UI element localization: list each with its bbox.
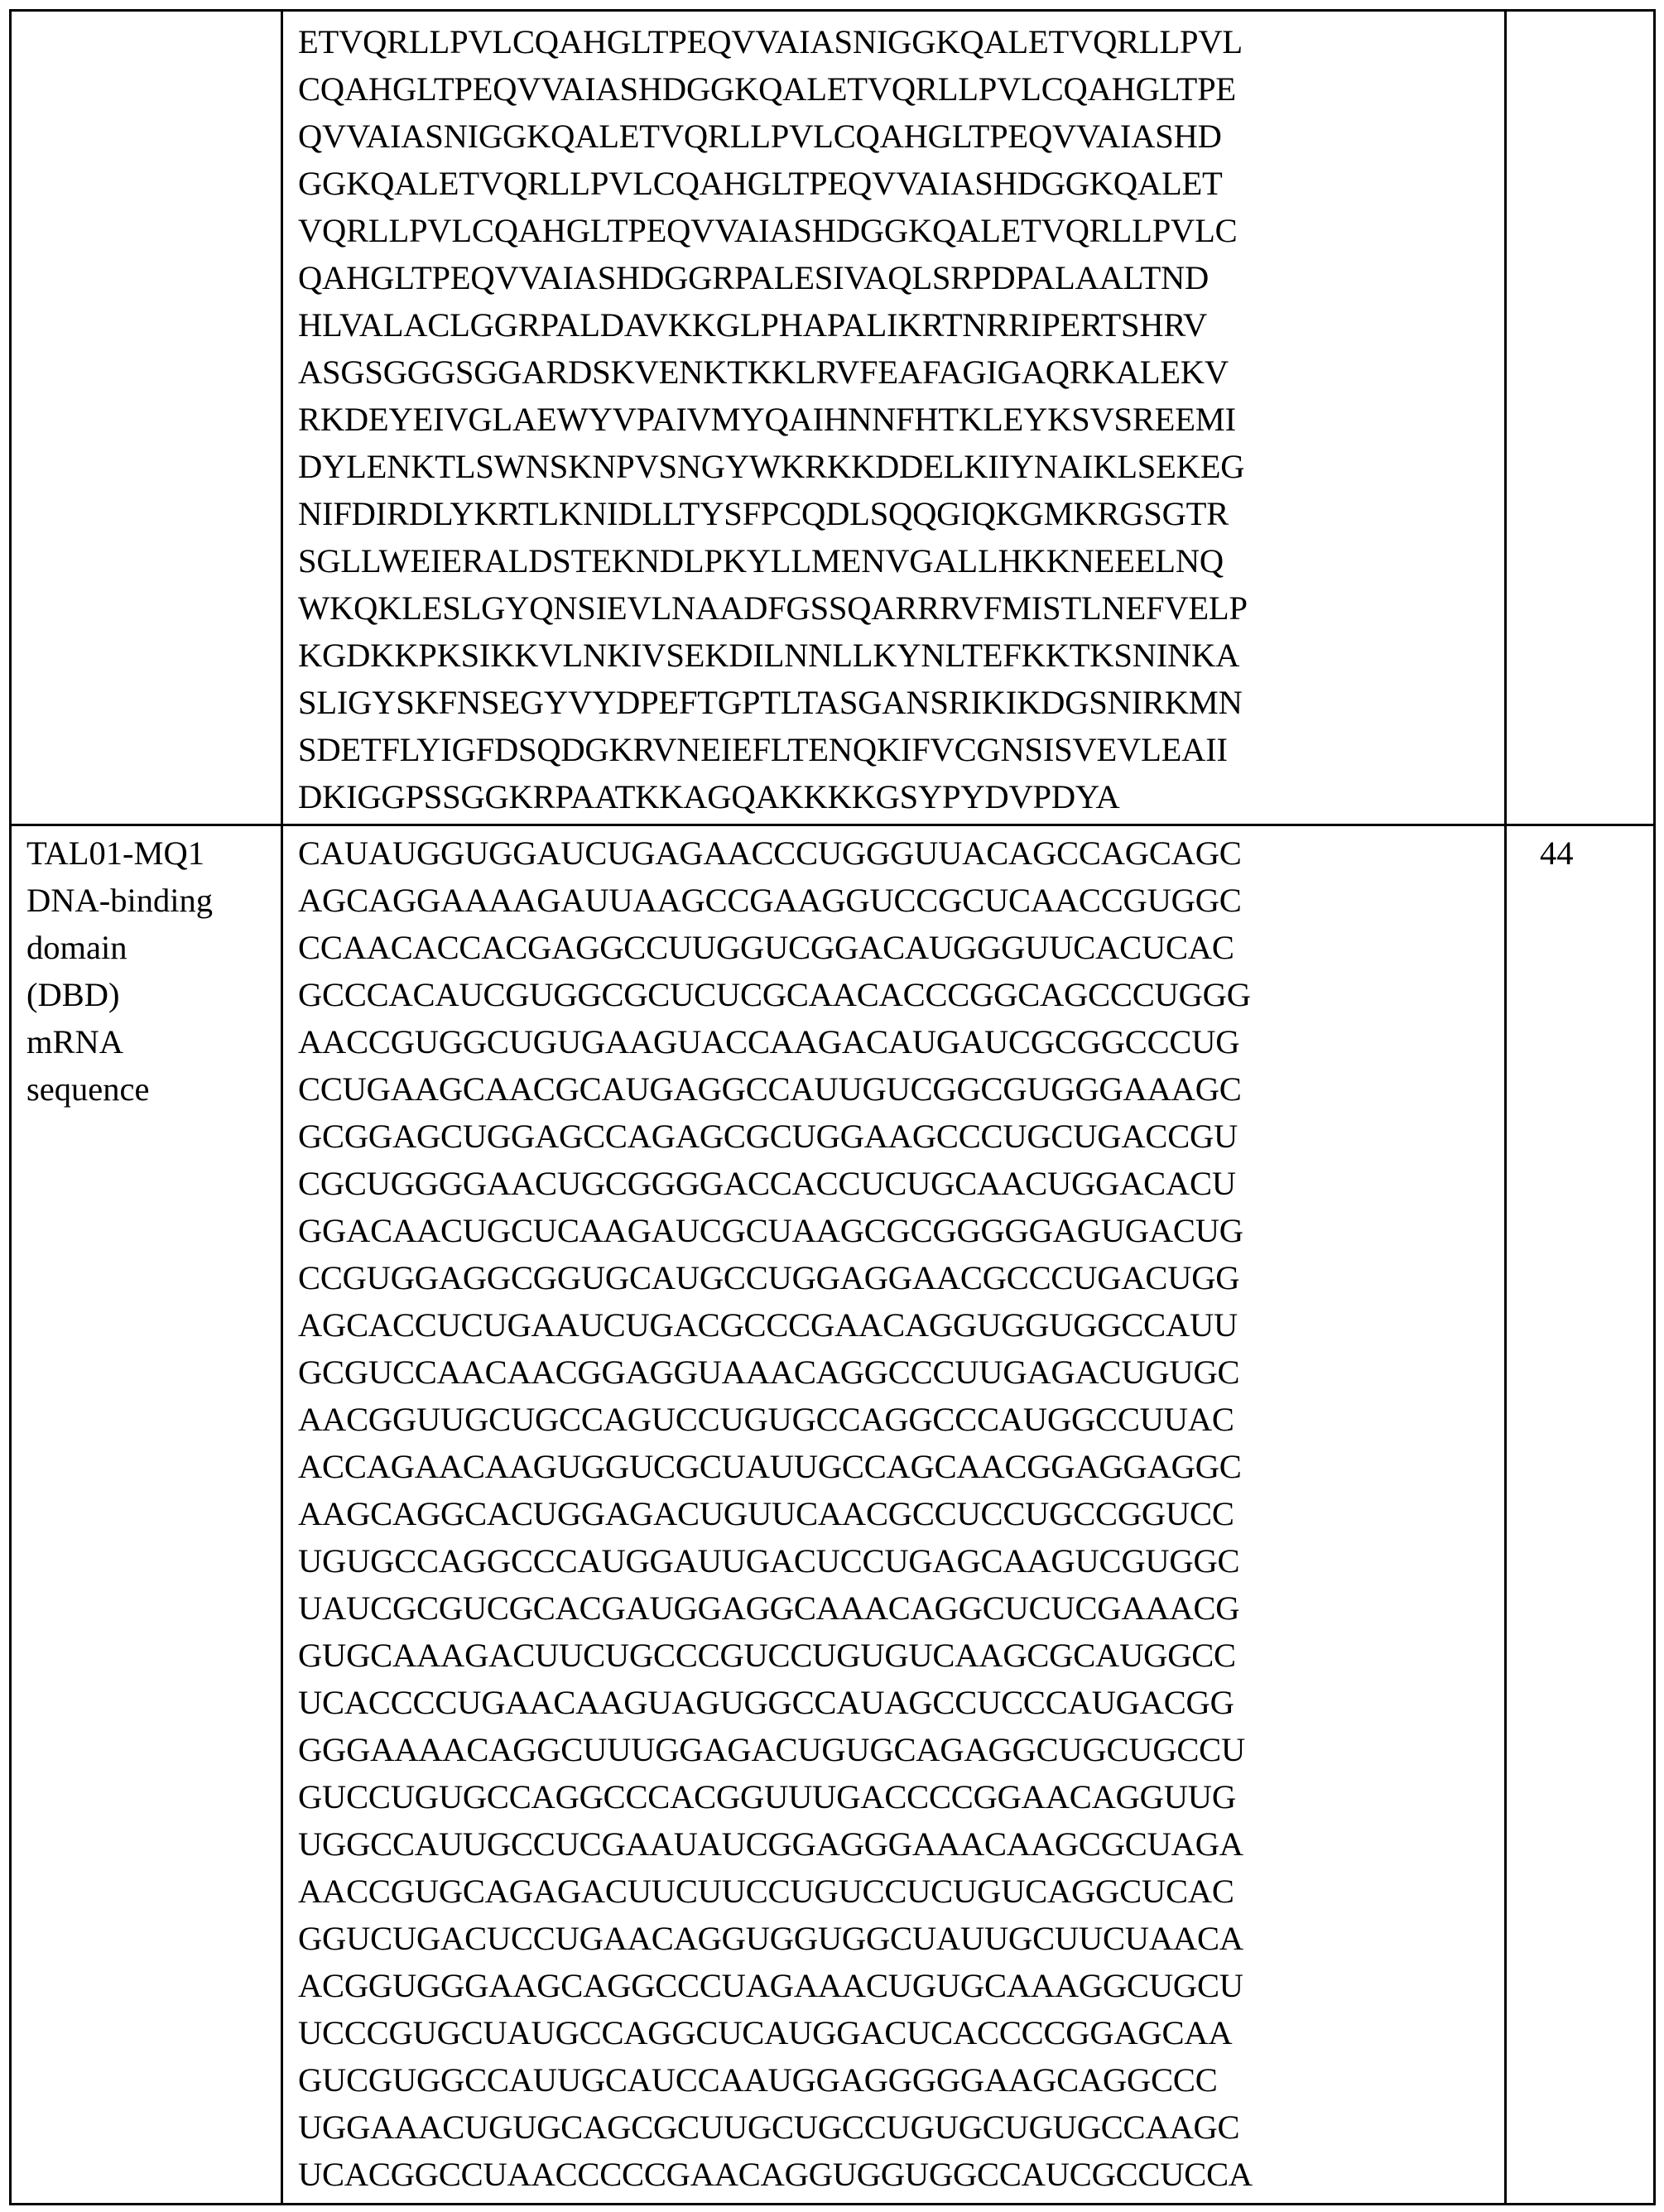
text-line: CAUAUGGUGGAUCUGAGAACCCUGGGUUACAGCCAGCAGC [298, 834, 1242, 872]
sequence-name-cell [11, 11, 282, 825]
sequence-cell [282, 11, 1506, 825]
text-line: mRNA [26, 1023, 124, 1060]
text-line: WKQKLESLGYQNSIEVLNAADFGSSQARRRVFMISTLNEFVELP [298, 589, 1248, 627]
text-line: sequence [26, 1070, 150, 1108]
text-line: QAHGLTPEQVVAIASHDGGRPALESIVAQLSRPDPALAALTND [298, 259, 1210, 296]
text-line: UGGCCAUUGCCUCGAAUAUCGGAGGGAAACAAGCGCUAGA [298, 1825, 1243, 1863]
text-line: GCCCACAUCGUGGCGCUCUCGCAACACCCGGCAGCCCUGGG [298, 976, 1251, 1013]
text-line: CQAHGLTPEQVVAIASHDGGKQALETVQRLLPVLCQAHGLTPE [298, 70, 1236, 108]
text-line: UCCCGUGCUAUGCCAGGCUCAUGGACUCACCCCGGAGCAA [298, 2014, 1233, 2051]
sequence-name-cell [11, 825, 282, 2205]
text-line: GCGGAGCUGGAGCCAGAGCGCUGGAAGCCCUGCUGACCGU [298, 1118, 1238, 1155]
text-line: DNA-binding [26, 882, 213, 919]
table-row [11, 825, 1655, 2205]
seq-id-cell [1506, 825, 1655, 2205]
text-line: UGUGCCAGGCCCAUGGAUUGACUCCUGAGCAAGUCGUGGC [298, 1542, 1240, 1580]
text-line: GCGUCCAACAACGGAGGUAAACAGGCCCUUGAGACUGUGC [298, 1354, 1240, 1391]
sequence-name [12, 826, 281, 1113]
text-line: UCACCCCUGAACAAGUAGUGGCCAUAGCCUCCCAUGACGG [298, 1684, 1234, 1721]
text-line: ACGGUGGGAAGCAGGCCCUAGAAACUGUGCAAAGGCUGCU [298, 1967, 1243, 2004]
text-line: CCGUGGAGGCGGUGCAUGCCUGGAGGAACGCCCUGACUGG [298, 1259, 1240, 1296]
text-line: KGDKKPKSIKKVLNKIVSEKDILNNLLKYNLTEFKKTKSNINKA [298, 637, 1240, 674]
text-line: RKDEYEIVGLAEWYVPAIVMYQAIHNNFHTKLEYKSVSREEMI [298, 401, 1236, 438]
text-line: GGGAAAACAGGCUUUGGAGACUGUGCAGAGGCUGCUGCCU [298, 1731, 1246, 1768]
table-row [11, 11, 1655, 825]
text-line: GUCCUGUGCCAGGCCCACGGUUUGACCCCGGAACAGGUUG [298, 1778, 1236, 1815]
text-line: AACGGUUGCUGCCAGUCCUGUGCCAGGCCCAUGGCCUUAC [298, 1401, 1234, 1438]
text-line: QVVAIASNIGGKQALETVQRLLPVLCQAHGLTPEQVVAIASHD [298, 118, 1222, 155]
text-line: ETVQRLLPVLCQAHGLTPEQVVAIASNIGGKQALETVQRLLPVL [298, 23, 1243, 60]
mrna-sequence [283, 826, 1504, 2203]
text-line: (DBD) [26, 976, 120, 1013]
text-line: VQRLLPVLCQAHGLTPEQVVAIASHDGGKQALETVQRLLPVLC [298, 212, 1238, 249]
text-line: AGCACCUCUGAAUCUGACGCCCGAACAGGUGGUGGCCAUU [298, 1306, 1238, 1344]
text-line: DKIGGPSSGGKRPAATKKAGQAKKKKGSYPYDVPDYA [298, 778, 1120, 815]
text-line: UCACGGCCUAACCCCCGAACAGGUGGUGGCCAUCGCCUCCA [298, 2156, 1253, 2193]
seq-id-number: 44 [1540, 834, 1574, 872]
sequence-cell [282, 825, 1506, 2205]
text-line: NIFDIRDLYKRTLKNIDLLTYSFPCQDLSQQGIQKGMKRGSGTR [298, 495, 1229, 532]
sequence-table [9, 9, 1656, 2205]
text-line: SGLLWEIERALDSTEKNDLPKYLLMENVGALLHKKNEEELNQ [298, 542, 1224, 579]
protein-sequence [283, 12, 1504, 824]
text-line: GGKQALETVQRLLPVLCQAHGLTPEQVVAIASHDGGKQALET [298, 165, 1223, 202]
sequence-name [12, 12, 281, 15]
text-line: DYLENKTLSWNSKNPVSNGYWKRKKDDELKIIYNAIKLSEKEG [298, 448, 1245, 485]
seq-id-cell [1506, 11, 1655, 825]
text-line: TAL01-MQ1 [26, 834, 204, 872]
text-line: domain [26, 929, 127, 966]
text-line: SDETFLYIGFDSQDGKRVNEIEFLTENQKIFVCGNSISVEVLEAII [298, 731, 1228, 768]
text-line: CCAACACCACGAGGCCUUGGUCGGACAUGGGUUCACUCAC [298, 929, 1234, 966]
text-line: AACCGUGCAGAGACUUCUUCCUGUCCUCUGUCAGGCUCAC [298, 1873, 1234, 1910]
text-line: ACCAGAACAAGUGGUCGCUAUUGCCAGCAACGGAGGAGGC [298, 1448, 1242, 1485]
text-line: UGGAAACUGUGCAGCGCUUGCUGCCUGUGCUGUGCCAAGC [298, 2109, 1240, 2146]
text-line: CGCUGGGGAACUGCGGGGACCACCUCUGCAACUGGACACU [298, 1165, 1236, 1202]
text-line: GUGCAAAGACUUCUGCCCGUCCUGUGUCAAGCGCAUGGCC [298, 1637, 1236, 1674]
text-line: HLVALACLGGRPALDAVKKGLPHAPALIKRTNRRIPERTSHRV [298, 306, 1207, 344]
text-line: GGACAACUGCUCAAGAUCGCUAAGCGCGGGGGAGUGACUG [298, 1212, 1243, 1249]
text-line: AAGCAGGCACUGGAGACUGUUCAACGCCUCCUGCCGGUCC [298, 1495, 1234, 1532]
text-line: UAUCGCGUCGCACGAUGGAGGCAAACAGGCUCUCGAAACG [298, 1589, 1240, 1627]
text-line: ASGSGGGSGGARDSKVENKTKKLRVFEAFAGIGAQRKALEKV [298, 353, 1229, 391]
text-line: AGCAGGAAAAGAUUAAGCCGAAGGUCCGCUCAACCGUGGC [298, 882, 1242, 919]
text-line: AACCGUGGCUGUGAAGUACCAAGACAUGAUCGCGGCCCUG [298, 1023, 1240, 1060]
text-line: SLIGYSKFNSEGYVYDPEFTGPTLTASGANSRIKIKDGSNIRKMN [298, 684, 1243, 721]
seq-id-number [1507, 12, 1653, 15]
text-line: GGUCUGACUCCUGAACAGGUGGUGGCUAUUGCUUCUAACA [298, 1920, 1243, 1957]
text-line: GUCGUGGCCAUUGCAUCCAAUGGAGGGGGAAGCAGGCCC [298, 2061, 1218, 2099]
text-line: CCUGAAGCAACGCAUGAGGCCAUUGUCGGCGUGGGAAAGC [298, 1070, 1242, 1108]
